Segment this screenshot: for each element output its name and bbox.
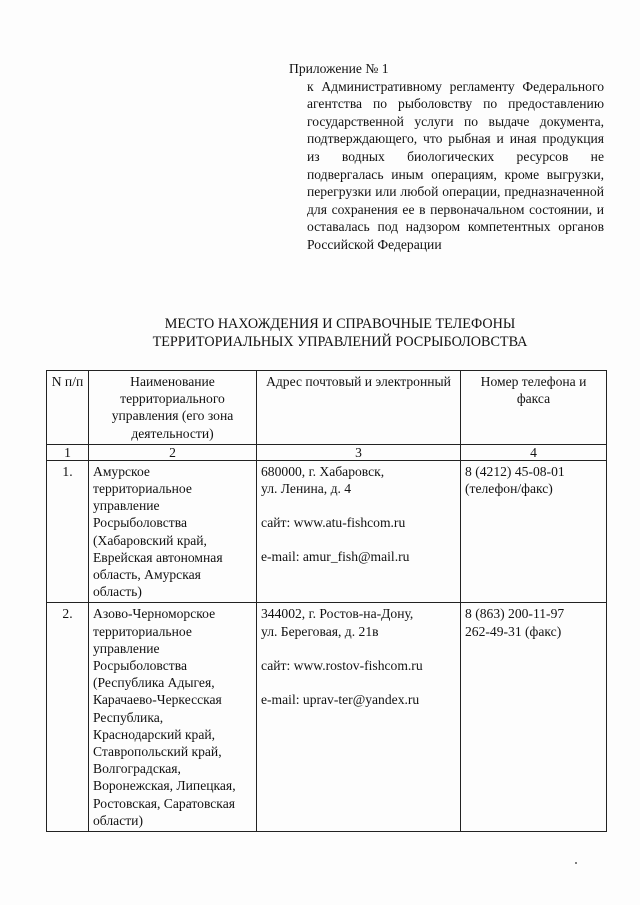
offices-table	[46, 370, 607, 832]
email: e-mail: amur_fish@mail.ru	[261, 549, 410, 565]
office-name	[89, 460, 257, 603]
header-name: Наименование территориального управления (его зона деятельности)	[89, 371, 257, 445]
phone-line: (телефон/факс)	[465, 481, 553, 497]
office-phone	[461, 460, 607, 603]
postal-address-line: ул. Ленина, д. 4	[261, 481, 352, 497]
header-address: Адрес почтовый и электронный	[257, 371, 461, 445]
postal-address-line: 680000, г. Хабаровск,	[261, 463, 385, 479]
appendix-body: к Административному регламенту Федерального агентства по рыболовству по предоставлению государственной услуги по выдаче документа, подтверждающего, что рыбная и иная продукция из водных биологических ресурсов не подвергалась иным операциям, кроме выгрузки, перегрузки или любой операции, предназначенной для сохранения ее в первоначальном состоянии, и оставалась под надзором компетентных органов Российской Федерации	[307, 78, 604, 252]
section-title	[60, 316, 620, 351]
scan-speck	[575, 862, 577, 864]
section-title-line-2: ТЕРРИТОРИАЛЬНЫХ УПРАВЛЕНИЙ РОСРЫБОЛОВСТВА	[152, 333, 528, 350]
office-address	[257, 603, 461, 832]
email: e-mail: uprav-ter@yandex.ru	[261, 692, 420, 708]
column-number: 4	[461, 444, 607, 460]
table-row	[47, 460, 607, 603]
postal-address-line: ул. Береговая, д. 21в	[261, 623, 379, 639]
phone-line: 262-49-31 (факс)	[465, 623, 562, 639]
phone-line: 8 (863) 200-11-97	[465, 606, 565, 622]
table-header-row	[47, 371, 607, 445]
office-name-text: Азово-Черноморское территориальное управление Росрыболовства (Республика Адыгея, Карачаево-Черкесская Республика, Краснодарский край, Ставропольский край, Волгоградская, Воронежская, Липецкая, Ростовская, Саратовская области)	[93, 606, 236, 828]
column-number: 1	[47, 444, 89, 460]
row-number: 2.	[47, 603, 89, 832]
appendix-block	[289, 60, 604, 254]
postal-address-line: 344002, г. Ростов-на-Дону,	[261, 606, 414, 622]
header-number: N п/п	[47, 371, 89, 445]
office-address	[257, 460, 461, 603]
header-phone: Номер телефона и факса	[461, 371, 607, 445]
website: сайт: www.atu-fishcom.ru	[261, 515, 406, 531]
column-number: 3	[257, 444, 461, 460]
section-title-line-1: МЕСТО НАХОЖДЕНИЯ И СПРАВОЧНЫЕ ТЕЛЕФОНЫ	[164, 316, 516, 332]
phone-line: 8 (4212) 45-08-01	[465, 463, 565, 479]
office-phone	[461, 603, 607, 832]
appendix-title: Приложение № 1	[289, 61, 389, 76]
website: сайт: www.rostov-fishcom.ru	[261, 657, 423, 673]
office-name-text: Амурское территориальное управление Росрыболовства (Хабаровский край, Еврейская автономная область, Амурская область)	[93, 463, 223, 600]
office-name	[89, 603, 257, 832]
column-numbers-row	[47, 444, 607, 460]
row-number: 1.	[47, 460, 89, 603]
table-row	[47, 603, 607, 832]
column-number: 2	[89, 444, 257, 460]
